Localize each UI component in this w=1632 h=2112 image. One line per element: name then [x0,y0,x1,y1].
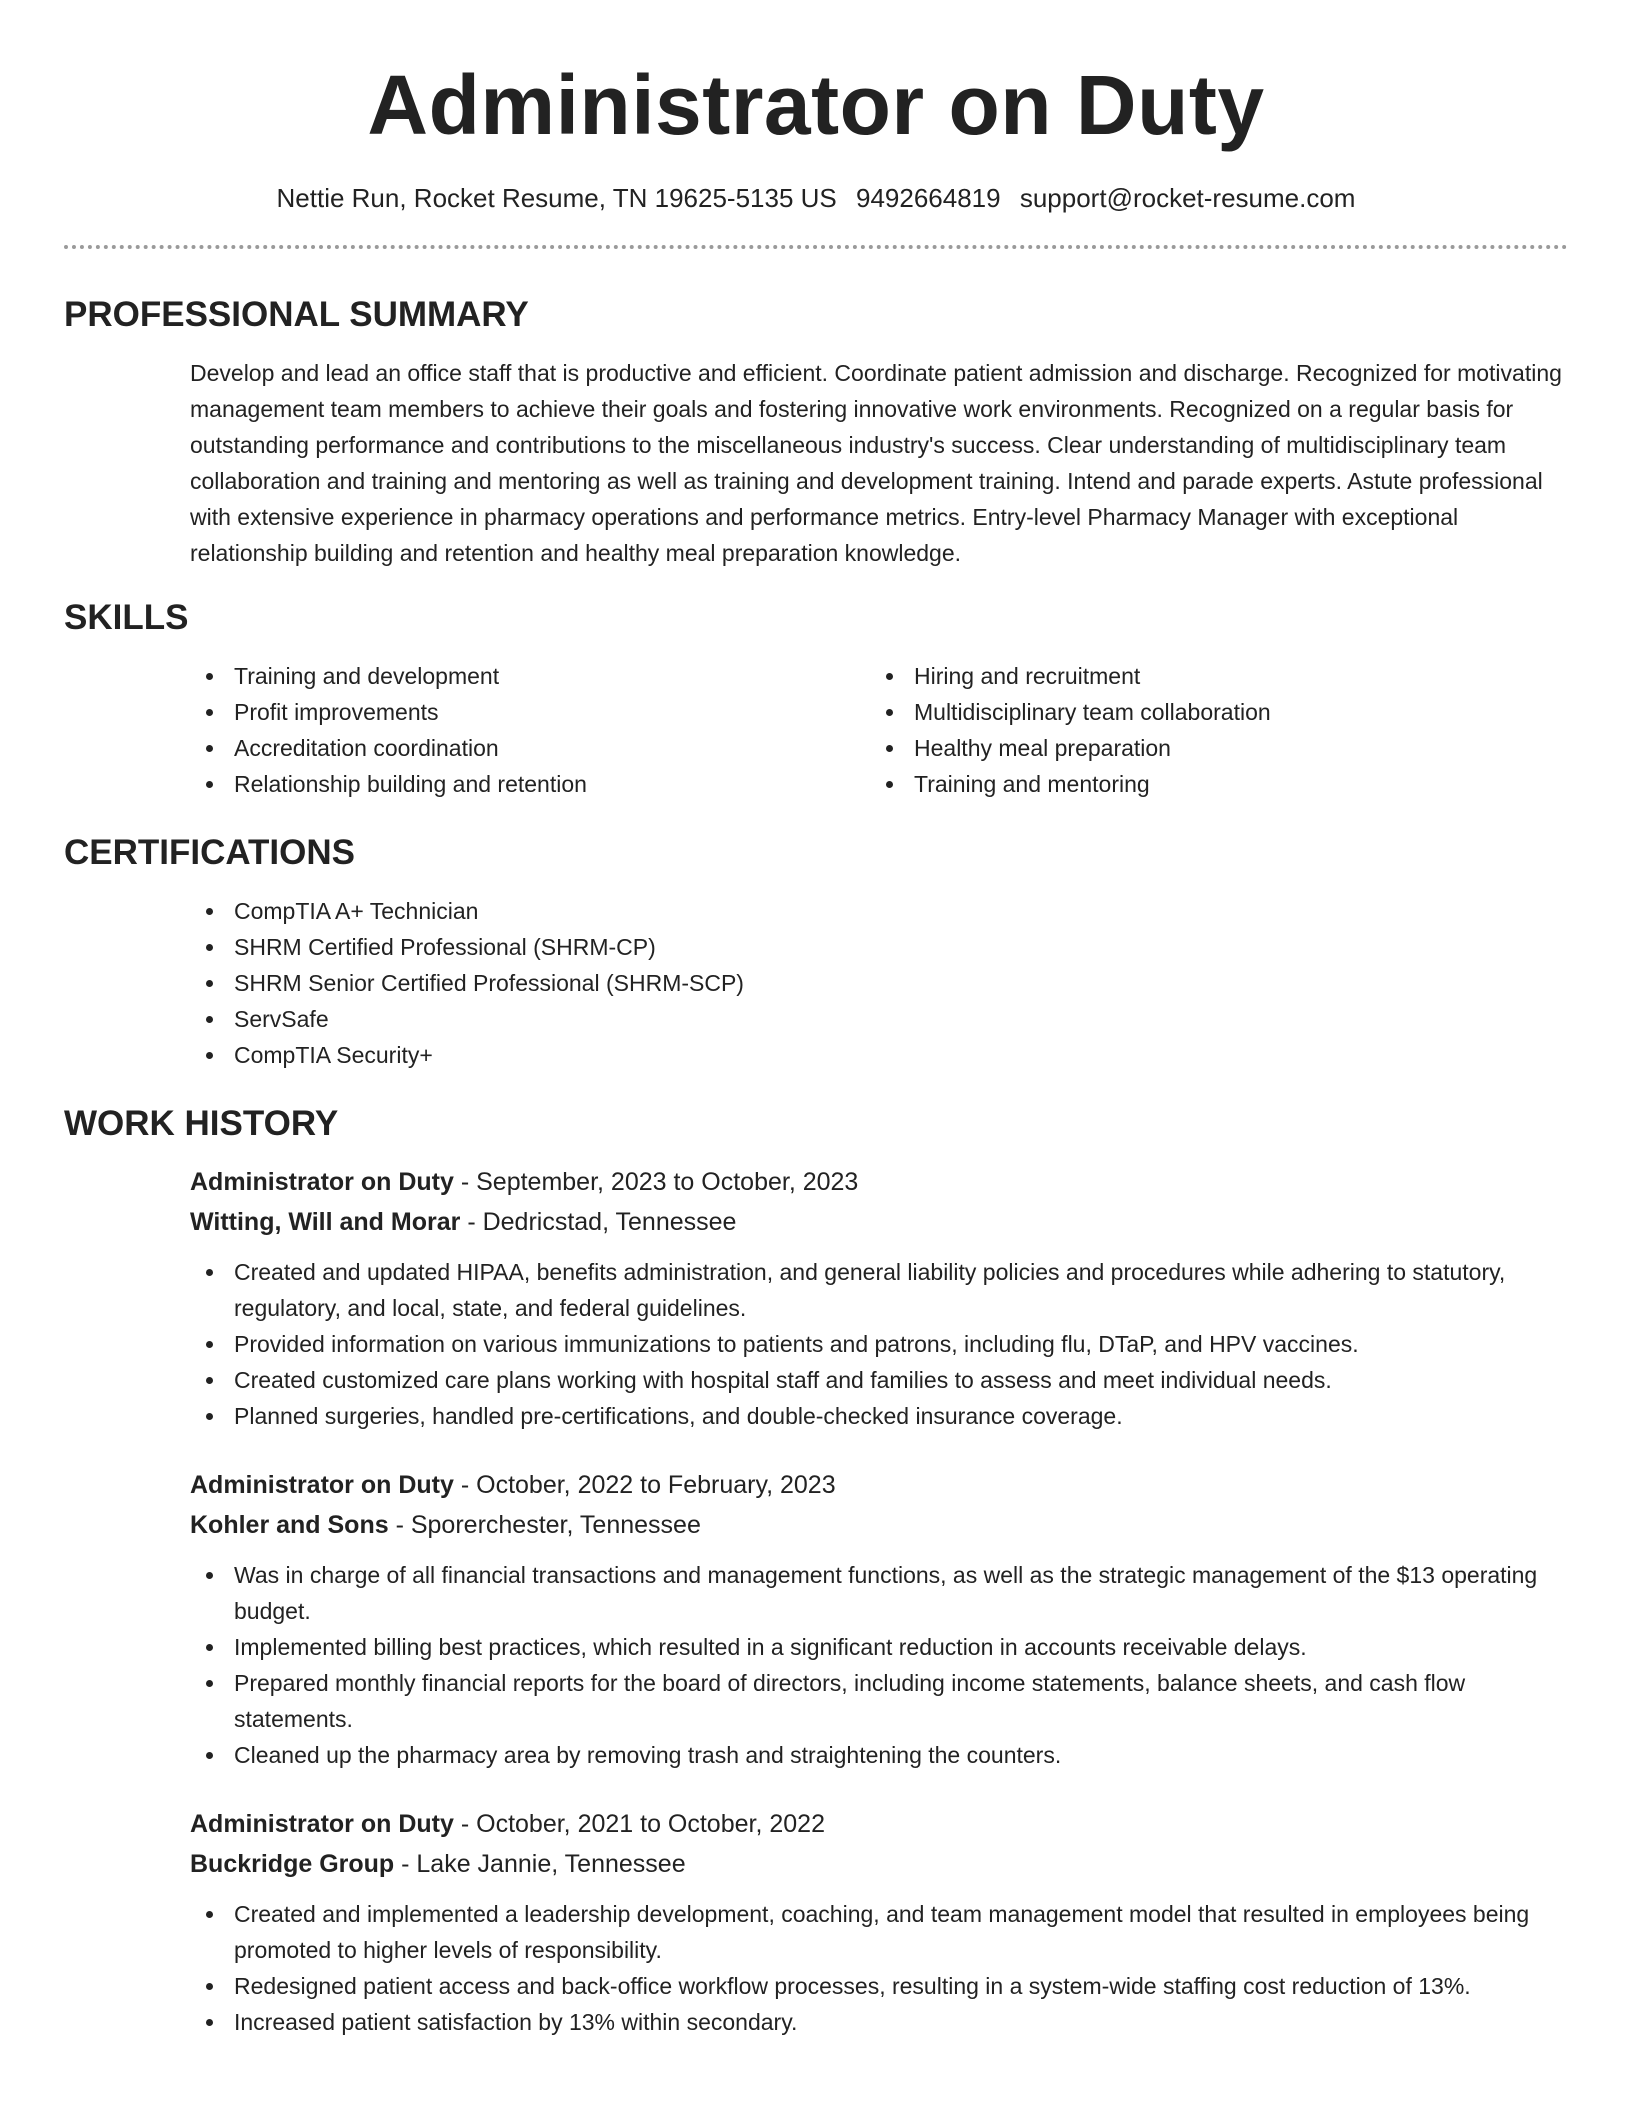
job-entry [190,1162,1568,1434]
job-location: - Sporerchester, Tennessee [388,1511,701,1539]
job-title: Administrator on Duty [190,1168,454,1196]
job-title: Administrator on Duty [190,1810,454,1838]
job-company: Kohler and Sons [190,1511,389,1539]
contact-address: Nettie Run, Rocket Resume, TN 19625-5135 US [276,183,837,213]
job-bullet: Cleaned up the pharmacy area by removing trash and straightening the counters. [190,1737,1568,1773]
job-bullet: Redesigned patient access and back-office workflow processes, resulting in a system-wide staffing cost reduction of 13%. [190,1968,1568,2004]
job-title-line [190,1804,1568,1844]
job-entry [190,1804,1568,2040]
job-entry [190,1465,1568,1773]
skill-item: Training and development [190,658,870,694]
job-bullet: Created customized care plans working with hospital staff and families to assess and meet individual needs. [190,1362,1568,1398]
skill-item: Multidisciplinary team collaboration [870,694,1550,730]
job-bullet: Implemented billing best practices, which resulted in a significant reduction in accounts receivable delays. [190,1629,1568,1665]
summary-section [64,294,1568,571]
contact-email: support@rocket-resume.com [1019,183,1356,213]
certification-item: CompTIA Security+ [190,1037,1568,1073]
job-bullet: Provided information on various immunizations to patients and patrons, including flu, DTaP, and HPV vaccines. [190,1326,1568,1362]
job-bullet: Increased patient satisfaction by 13% within secondary. [190,2004,1568,2040]
job-bullet: Planned surgeries, handled pre-certifications, and double-checked insurance coverage. [190,1398,1568,1434]
section-title-certifications: CERTIFICATIONS [64,833,356,872]
skills-column-left [190,658,870,802]
certification-item: SHRM Certified Professional (SHRM-CP) [190,929,1568,965]
job-dates: - October, 2022 to February, 2023 [453,1471,836,1499]
job-company: Witting, Will and Morar [190,1208,461,1236]
job-company-line [190,1844,1568,1884]
candidate-name: Administrator on Duty [367,58,1265,152]
section-title-summary: PROFESSIONAL SUMMARY [64,295,529,334]
job-bullet: Was in charge of all financial transactions and management functions, as well as the strategic management of the $13 operating budget. [190,1557,1568,1629]
certifications-list [190,893,1568,1073]
work-history-section [64,1103,1568,2040]
job-company: Buckridge Group [190,1850,395,1878]
certifications-section [64,832,1568,1073]
job-title: Administrator on Duty [190,1471,454,1499]
job-location: - Dedricstad, Tennessee [460,1208,737,1236]
job-bullet: Created and implemented a leadership development, coaching, and team management model that resulted in employees being promoted to higher levels of responsibility. [190,1896,1568,1968]
job-title-line [190,1465,1568,1505]
job-bullets [190,1557,1568,1773]
job-dates: - October, 2021 to October, 2022 [453,1810,825,1838]
job-dates: - September, 2023 to October, 2023 [453,1168,859,1196]
skills-grid [190,658,1568,802]
job-bullet: Created and updated HIPAA, benefits administration, and general liability policies and procedures while adhering to statutory, regulatory, and local, state, and federal guidelines. [190,1254,1568,1326]
skill-item: Relationship building and retention [190,766,870,802]
skill-item: Hiring and recruitment [870,658,1550,694]
contact-line [64,181,1568,215]
skill-item: Profit improvements [190,694,870,730]
header-divider [64,245,1568,249]
section-title-work-history: WORK HISTORY [64,1104,339,1143]
skill-item: Accreditation coordination [190,730,870,766]
job-bullets [190,1896,1568,2040]
job-bullets [190,1254,1568,1434]
skill-item: Training and mentoring [870,766,1550,802]
job-company-line [190,1505,1568,1545]
job-bullet: Prepared monthly financial reports for the board of directors, including income statements, balance sheets, and cash flow statements. [190,1665,1568,1737]
summary-text: Develop and lead an office staff that is productive and efficient. Coordinate patient admission and discharge. Recognized for motivating management team members to achieve their goals and fostering innovative work environments. Recognized on a regular basis for outstanding performance and contributions to the miscellaneous industry's success. Clear understanding of multidisciplinary team collaboration and training and mentoring as well as training and development training. Intend and parade experts. Astute professional with extensive experience in pharmacy operations and performance metrics. Entry-level Pharmacy Manager with exceptional relationship building and retention and healthy meal preparation knowledge. [190,360,1562,566]
job-title-line [190,1162,1568,1202]
certification-item: CompTIA A+ Technician [190,893,1568,929]
certification-item: ServSafe [190,1001,1568,1037]
job-company-line [190,1202,1568,1242]
section-title-skills: SKILLS [64,598,189,637]
contact-phone: 9492664819 [856,183,1001,213]
skills-column-right [870,658,1550,802]
certification-item: SHRM Senior Certified Professional (SHRM-SCP) [190,965,1568,1001]
job-location: - Lake Jannie, Tennessee [394,1850,686,1878]
skill-item: Healthy meal preparation [870,730,1550,766]
skills-section [64,597,1568,802]
